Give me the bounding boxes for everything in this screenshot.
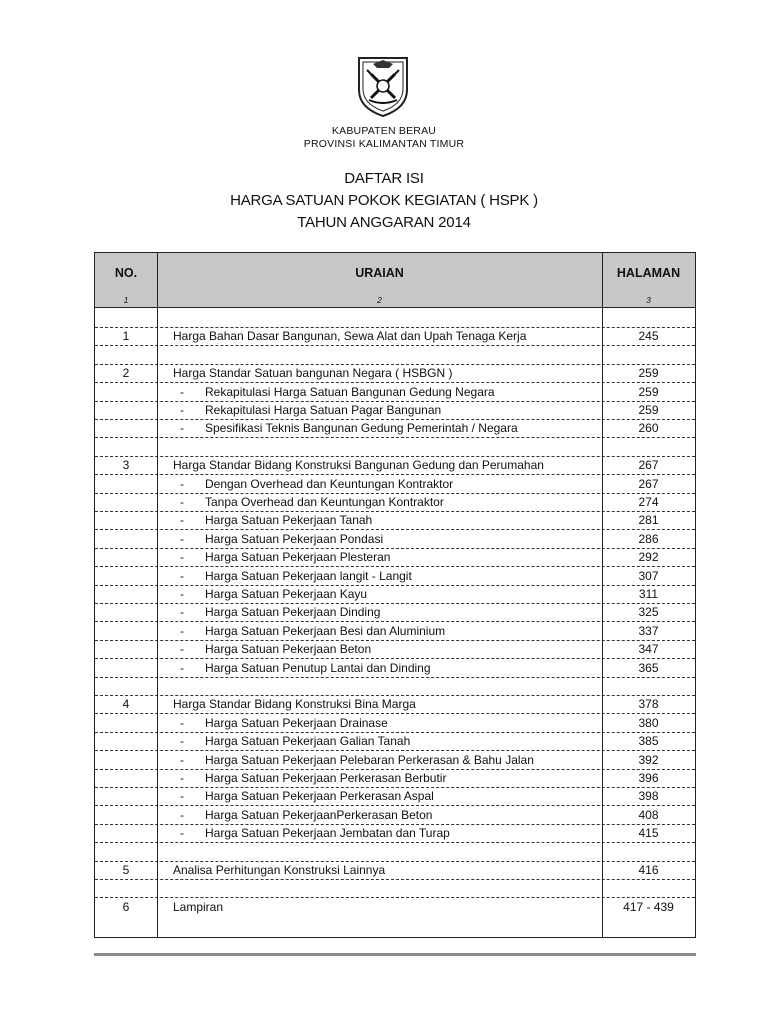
page-number: 417 - 439 (623, 899, 674, 914)
page-number: 292 (638, 550, 659, 565)
bullet-dash: - (180, 752, 184, 767)
bullet-dash: - (180, 623, 184, 638)
table-row (95, 622, 695, 641)
item-text: Harga Standar Bidang Konstruksi Bina Marga (173, 697, 416, 712)
page-number: 347 (638, 642, 659, 657)
table-row (95, 493, 695, 512)
table-row (95, 419, 695, 438)
bullet-dash: - (180, 587, 184, 601)
bullet-dash: - (180, 642, 184, 657)
sub-item-text: Harga Satuan Pekerjaan Perkerasan Berbutir (205, 771, 447, 785)
row-number: 3 (122, 458, 130, 473)
table-row (95, 787, 695, 806)
sub-item-text: Tanpa Overhead dan Keuntungan Kontraktor (205, 495, 444, 509)
page-number: 267 (638, 458, 659, 473)
table-row (95, 475, 695, 494)
page-number: 260 (638, 421, 659, 436)
bullet-dash: - (180, 495, 184, 509)
table-row (95, 456, 695, 475)
sub-item-text: Harga Satuan Pekerjaan Drainase (205, 715, 388, 730)
sub-item-text: Harga Satuan Pekerjaan Plesteran (205, 550, 391, 565)
item-text: Harga Standar Satuan bangunan Negara ( HSBGN ) (173, 366, 453, 381)
table-row (95, 769, 695, 788)
footer-rule (94, 953, 696, 956)
regency-name: KABUPATEN BERAU (331, 125, 437, 137)
sub-item-text: Harga Satuan PekerjaanPerkerasan Beton (205, 807, 433, 822)
bullet-dash: - (180, 807, 184, 822)
column-number-1: 1 (123, 295, 129, 305)
spacer-row (95, 843, 695, 862)
bullet-dash: - (180, 789, 184, 804)
bullet-dash: - (180, 734, 184, 749)
sub-item-text: Harga Satuan Pekerjaan langit - Langit (205, 568, 412, 583)
spacer-row (95, 677, 695, 696)
column-divider (157, 253, 158, 937)
item-text: Analisa Perhitungan Konstruksi Lainnya (173, 863, 386, 877)
sub-item-text: Spesifikasi Teknis Bangunan Gedung Pemerintah / Negara (205, 421, 518, 436)
sub-item-text: Harga Satuan Penutup Lantai dan Dinding (205, 660, 431, 675)
row-number: 5 (122, 863, 130, 877)
table-header (95, 253, 695, 294)
sub-item-text: Harga Satuan Pekerjaan Kayu (205, 587, 368, 601)
table-row (95, 530, 695, 549)
page-number: 416 (638, 863, 659, 877)
fiscal-year-title: TAHUN ANGGARAN 2014 (297, 214, 471, 231)
sub-item-text: Harga Satuan Pekerjaan Perkerasan Aspal (205, 789, 434, 804)
column-number-2: 2 (377, 295, 382, 305)
bullet-dash: - (180, 476, 184, 491)
page-number: 311 (638, 587, 659, 601)
column-number-3: 3 (646, 295, 651, 305)
table-row (95, 327, 695, 346)
column-divider (602, 253, 603, 937)
table-row (95, 548, 695, 567)
page-number: 245 (638, 329, 659, 344)
row-number: 4 (122, 697, 130, 712)
sub-item-text: Harga Satuan Pekerjaan Beton (205, 642, 372, 657)
row-number: 1 (122, 329, 130, 344)
table-row (95, 898, 695, 916)
table-row (95, 824, 695, 843)
column-header-uraian: URAIAN (355, 266, 404, 280)
table-row (95, 861, 695, 880)
sub-item-text: Dengan Overhead dan Keuntungan Kontraktor (205, 476, 454, 491)
province-name: PROVINSI KALIMANTAN TIMUR (303, 138, 465, 150)
page-number: 337 (638, 623, 659, 638)
sub-item-text: Rekapitulasi Harga Satuan Pagar Bangunan (205, 403, 442, 417)
item-text: Harga Standar Bidang Konstruksi Bangunan Gedung dan Perumahan (173, 458, 544, 473)
sub-item-text: Harga Satuan Pekerjaan Galian Tanah (205, 734, 411, 749)
table-row (95, 714, 695, 733)
bullet-dash: - (180, 384, 184, 399)
bullet-dash: - (180, 513, 184, 528)
table-row (95, 659, 695, 678)
item-text: Lampiran (173, 899, 224, 914)
table-row (95, 401, 695, 420)
item-text: Harga Bahan Dasar Bangunan, Sewa Alat dan Upah Tenaga Kerja (173, 329, 527, 344)
table-of-contents (94, 252, 696, 938)
page-number: 259 (638, 366, 659, 381)
bullet-dash: - (180, 568, 184, 583)
page-number: 267 (638, 476, 659, 491)
kabupaten-berau-crest-icon (355, 54, 411, 118)
page-number: 274 (638, 495, 659, 509)
table-row (95, 806, 695, 825)
bullet-dash: - (180, 715, 184, 730)
page-number: 380 (638, 715, 659, 730)
table-row (95, 751, 695, 770)
bullet-dash: - (180, 550, 184, 565)
table-row (95, 511, 695, 530)
bullet-dash: - (180, 403, 184, 417)
document-title: DAFTAR ISI (344, 170, 424, 187)
row-number: 2 (122, 366, 130, 381)
document-subtitle: HARGA SATUAN POKOK KEGIATAN ( HSPK ) (230, 192, 538, 209)
spacer-row (95, 309, 695, 328)
column-header-no: NO. (114, 266, 138, 280)
bullet-dash: - (180, 531, 184, 546)
table-row (95, 383, 695, 402)
sub-item-text: Rekapitulasi Harga Satuan Bangunan Gedung Negara (205, 384, 495, 399)
bullet-dash: - (180, 421, 184, 436)
sub-item-text: Harga Satuan Pekerjaan Dinding (205, 605, 381, 620)
sub-item-text: Harga Satuan Pekerjaan Pelebaran Perkerasan & Bahu Jalan (205, 752, 534, 767)
column-header-halaman: HALAMAN (616, 266, 681, 280)
table-row (95, 732, 695, 751)
table-row (95, 695, 695, 714)
row-number: 6 (122, 899, 130, 914)
page-number: 281 (638, 513, 659, 528)
page-number: 325 (638, 605, 659, 620)
page-number: 398 (638, 789, 659, 804)
spacer-row (95, 879, 695, 898)
spacer-row (95, 438, 695, 457)
bullet-dash: - (180, 826, 184, 841)
sub-item-text: Harga Satuan Pekerjaan Tanah (205, 513, 373, 528)
table-row (95, 364, 695, 383)
page-number: 396 (638, 771, 659, 785)
column-number-row (95, 293, 695, 308)
page-number: 259 (638, 403, 659, 417)
spacer-row (95, 346, 695, 365)
page-number: 365 (638, 660, 659, 675)
bullet-dash: - (180, 660, 184, 675)
sub-item-text: Harga Satuan Pekerjaan Besi dan Aluminium (205, 623, 446, 638)
table-row (95, 603, 695, 622)
sub-item-text: Harga Satuan Pekerjaan Pondasi (205, 531, 384, 546)
table-row (95, 585, 695, 604)
page-number: 286 (638, 531, 659, 546)
page-number: 307 (638, 568, 659, 583)
page-number: 392 (638, 752, 659, 767)
sub-item-text: Harga Satuan Pekerjaan Jembatan dan Turap (205, 826, 450, 841)
table-row (95, 640, 695, 659)
bullet-dash: - (180, 605, 184, 620)
page-number: 415 (638, 826, 659, 841)
page-number: 378 (638, 697, 659, 712)
table-row (95, 567, 695, 586)
page-number: 259 (638, 384, 659, 399)
page-number: 408 (638, 807, 659, 822)
bullet-dash: - (180, 771, 184, 785)
page-number: 385 (638, 734, 659, 749)
